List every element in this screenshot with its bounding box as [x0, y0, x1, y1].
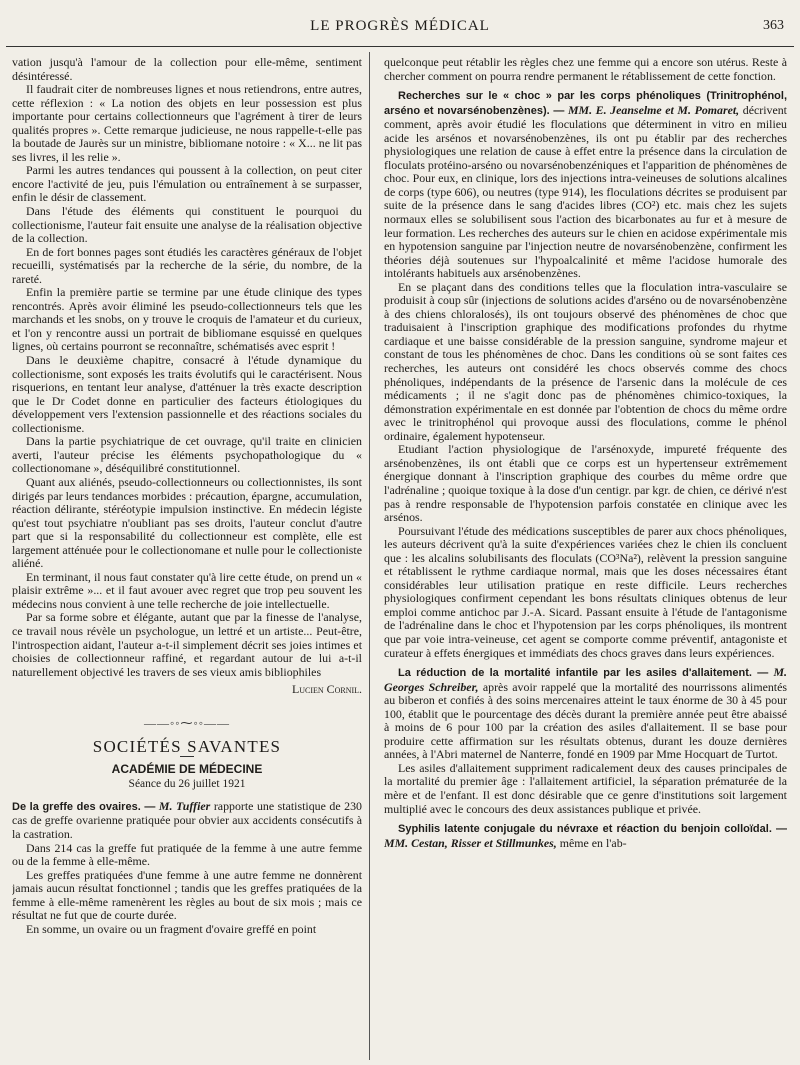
page-header: [0, 12, 800, 42]
header-rule: [6, 46, 794, 47]
paragraph-text: rapporte une statistique de 230 cas de greffe ovarienne pratiquée pour obvier aux accidents consécutifs à la castration.: [12, 798, 362, 841]
page-number: 363: [763, 18, 784, 33]
speaker-name: MM. E. Jeanselme et M. Pomaret,: [567, 102, 740, 117]
paragraph: Poursuivant l'étude des médications susceptibles de parer aux chocs phénoliques, les auteurs décrivent qu'à la suite d'expériences variées chez le chien ils concluent que : les alcalins solubilisants des floculats (CO³Na²), relèvent la pression sanguine et rétablissent le rythme cardiaque normal, mais que les doses nécessaires étant considérables leur utilisation pratique en reste difficile. Leurs recherches physiologiques confirment cependant les bons résultats cliniques obtenus de leur emploi comme antichoc par J.-A. Sicard. Passant ensuite à l'étude de l'antagonisme de l'adrénaline dans le choc et l'hypotension par les corps phénoliques, ils montrent que par voie intra-veineuse, cet agent se comporte comme préventif, antagoniste et curateur à effets énergiques et immédiats des chocs graves dans leurs expériences.: [384, 523, 787, 660]
paragraph-text: décrivent comment, après avoir étudié les floculations que déterminent in vitro en milieu acide les arsénos et novarsénobenzènes, ils ont pu établir par des recherches physiologiques une relation de cause à effet entre la présence dans la circulation de floculats protéino-arséno ou novarsénobenzéniques et l'apparition de phénomènes de choc. Pour eux, en clinique, lors des injections intra-veineuses de solutions alcalines de corps (type 606), ou neutres (type 914), les floculations décrites se produisent par suite de la présence dans le sang d'acides libres (CO²) etc. mais chez les sujets normaux elles se solubilisent sous l'action des bicarbonates au fur et à mesure de leur formation. Les recherches des auteurs sur le chien en acidose expérimentale mis en hypotension sanguine par l'injection neutre de novarsénobenzène, confirment les théories déjà soutenues sur l'hypoalcalinité et même l'acidose humorale des intolérants habituels aux arsénobenzènes.: [384, 102, 787, 281]
paragraph: vation jusqu'à l'amour de la collection pour elle-même, sentiment désintéressé.: [12, 56, 362, 83]
paragraph: [384, 89, 787, 281]
paragraph-text: après avoir rappelé que la mortalité des nourrissons alimentés au biberon et confiés à des soins mercenaires atteint le taux énorme de 30 à 45 pour 100, établit que le pourcentage des décès durant la première année peut être abaissé à moins de 6 pour 100 par la création des asiles d'allaitement. Il se base pour produire cette affirmation sur les résultats obtenus, durant les douze dernières années, à l'Abri maternel de Nanterre, fondé en 1909 par Mme Hocquart de Turtot.: [384, 679, 787, 762]
paragraph: Dans la partie psychiatrique de cet ouvrage, qu'il traite en clinicien averti, l'auteur précise les éléments psychopathologique du « collectionomane », déséquilibré constitutionnel.: [12, 434, 362, 476]
session-date: Séance du 26 juillet 1921: [128, 778, 246, 791]
article-heading: La réduction de la mortalité infantile par les asiles d'allaitement. —: [398, 667, 769, 680]
paragraph: Quant aux aliénés, pseudo-collectionneurs ou collectionnistes, ils sont dirigés par leurs tendances morbides : précaution, épargne, accumulation, réaction délirante, stéréotypie impulsion instinctive. En médecin légiste qu'est tout psychiatre n'oubliant pas ses droits, l'auteur conclut d'autre part que si la responsabilité du collectionneur est complète, elle est largement atténuée pour le collectionomane et nulle pour le collectioniste aliéné.: [12, 474, 362, 571]
paragraph: Les asiles d'allaitement suppriment radicalement deux des causes principales de la mortalité du premier âge : l'allaitement artificiel, la séparation prématurée de la mère et de l'enfant. Il est donc désirable que ce genre d'institutions soit largement multiplié avec le concours des deux assistances publique et privée.: [384, 760, 787, 816]
running-title: LE PROGRÈS MÉDICAL: [310, 18, 490, 34]
speaker-name: MM. Cestan, Risser et Stillmunkes,: [384, 835, 557, 850]
paragraph: quelconque peut rétablir les règles chez une femme qui a encore son utérus. Reste à chercher comment on pourra rendre permanent le rétablissement de cette fonction.: [384, 56, 787, 83]
paragraph: Dans l'étude des éléments qui constituent le pourquoi du collectionisme, l'auteur fait ensuite une analyse de la réalisation objective de la collection.: [12, 204, 362, 246]
left-column: [12, 56, 362, 936]
article-heading: Syphilis latente conjugale du névraxe et réaction du benjoin colloïdal. —: [398, 823, 787, 836]
column-divider: [369, 52, 370, 1060]
paragraph: Par sa forme sobre et élégante, autant que par la finesse de l'analyse, ce travail nous révèle un psychologue, un lettré et un artiste... Peut-être, l'introspection aidant, l'auteur a-t-il simplement décrit ses joies intimes et choisies de collectionneur raffiné, et regardant autour de lui a-t-il naturellement objectivé les travers de ses vieux amis bibliophiles: [12, 610, 362, 679]
paragraph: Dans 214 cas la greffe fut pratiquée de la femme à une autre femme ou de la femme à elle-même.: [12, 840, 362, 869]
article-heading: Recherches sur le « choc » par les corps phénoliques (Trinitrophénol, arséno et novarsénobenzènes). —: [384, 90, 787, 117]
paragraph: En se plaçant dans des conditions telles que la floculation intra-vasculaire se produisit à coup sûr (injections de solutions acides d'arséno ou de novarsénobenzène à des chiens chloralosés), ils ont toujours observé des phénomènes de choc que traduisaient à l'inscription graphique des modifications profondes du rhytme cardiaque et une baisse considérable de la pression sanguine, syndrome majeur et constant de tous les phénomènes de choc. Dans les conditions où se sont faites ces recherches, les auteurs ont considéré les chocs observés comme des chocs phénoliques, indépendants de la présence de l'arsenic dans la molécule de ces médicaments ; il ne s'agit donc pas de phénomènes chimico-toxiques, la démonstration expérimentale en est donnée par l'obtention de chocs du même ordre avec le trinitrophénol qui provoque aussi des floculations, comme le phénol ordinaire, également hypotenseur.: [384, 279, 787, 443]
paragraph: En somme, un ovaire ou un fragment d'ovaire greffé en point: [26, 921, 317, 936]
paragraph: [12, 800, 362, 842]
speaker-name: M. Tuffier: [158, 798, 211, 813]
academy-title: ACADÉMIE DE MÉDECINE: [111, 761, 263, 776]
paragraph: [384, 666, 787, 762]
author-signature: Lucien Cornil.: [291, 682, 362, 697]
section-ornament: ——◦◦⁓◦◦——: [143, 715, 230, 730]
paragraph: Enfin la première partie se termine par une étude clinique des types rencontrés. Après avoir éliminé les pseudo-collectionneurs tels que les marchands et les snobs, on y trouve le croquis de l'amateur et du curieux, et l'on y rencontre aussi un portrait de bibliomane esquissé en quelques lignes, où certains pourront se reconnaître, schématisés avec esprit !: [12, 285, 362, 354]
paragraph-text: même en l'ab-: [556, 835, 627, 850]
speaker-name: M. Georges Schreiber,: [384, 665, 787, 694]
paragraph: Parmi les autres tendances qui poussent à la collection, on peut citer encore l'activité de jeu, puis l'émulation ou entraînement à se surpasser, enfin le désir de classement.: [12, 163, 362, 205]
paragraph: Les greffes pratiquées d'une femme à une autre femme ne donnèrent jamais aucun résultat fonctionnel ; tandis que les greffes pratiquées de la femme à elle-même ramenèrent les règles au bout de six mois ; mais ce résultat ne fut que de courte durée.: [12, 867, 362, 923]
paragraph: Etudiant l'action physiologique de l'arsénoxyde, impureté fréquente des arsénobenzènes, ils ont établi que ce corps est un hypertenseur extrêmement énergique donnant à l'inscription graphique des courbes du même ordre que l'adrénaline ; quoique toxique à la dose d'un centigr. par kgr. de chien, ce dérivé n'est pas à rendre responsable de l'hypotension parfois constatée en clinique avec les arsénos.: [384, 442, 787, 525]
paragraph: Dans le deuxième chapitre, consacré à l'étude dynamique du collectionisme, sont exposés les traits évolutifs qui le caractérisent. Nous risquerions, en tentant leur analyse, d'atténuer la très exacte description que le Dr Codet donne en particulier des facteurs étiologiques du développement vers l'extension passionnelle et des réactions sociales du collectionisme.: [12, 353, 362, 435]
paragraph: En terminant, il nous faut constater qu'à lire cette étude, on prend un « plaisir extrême »... et il faut avouer avec regret que trop peu souvent les médecins nous convient à une telle recherche de joie intellectuelle.: [12, 569, 362, 611]
paragraph: [384, 822, 787, 850]
paragraph: En de fort bonnes pages sont étudiés les caractères généraux de l'objet recueilli, systématisés par la recherche de la série, du nombre, de la rareté.: [12, 244, 362, 286]
section-title: SOCIÉTÉS SAVANTES: [92, 737, 282, 757]
paragraph: Il faudrait citer de nombreuses lignes et nous retiendrons, entre autres, cette réflexion : « La notion des objets en leur possession est plus importante pour certains collectionneurs que l'agrément à tirer de leurs qualités propres ». Cette remarque judicieuse, ne nous rappelle-t-elle pas la boutade de Jaurès sur un ministre, bibliomane notoire : « X... ne lit pas ses livres, il les relie ».: [12, 82, 362, 164]
right-column: [384, 56, 787, 850]
article-heading: De la greffe des ovaires. —: [12, 800, 156, 813]
